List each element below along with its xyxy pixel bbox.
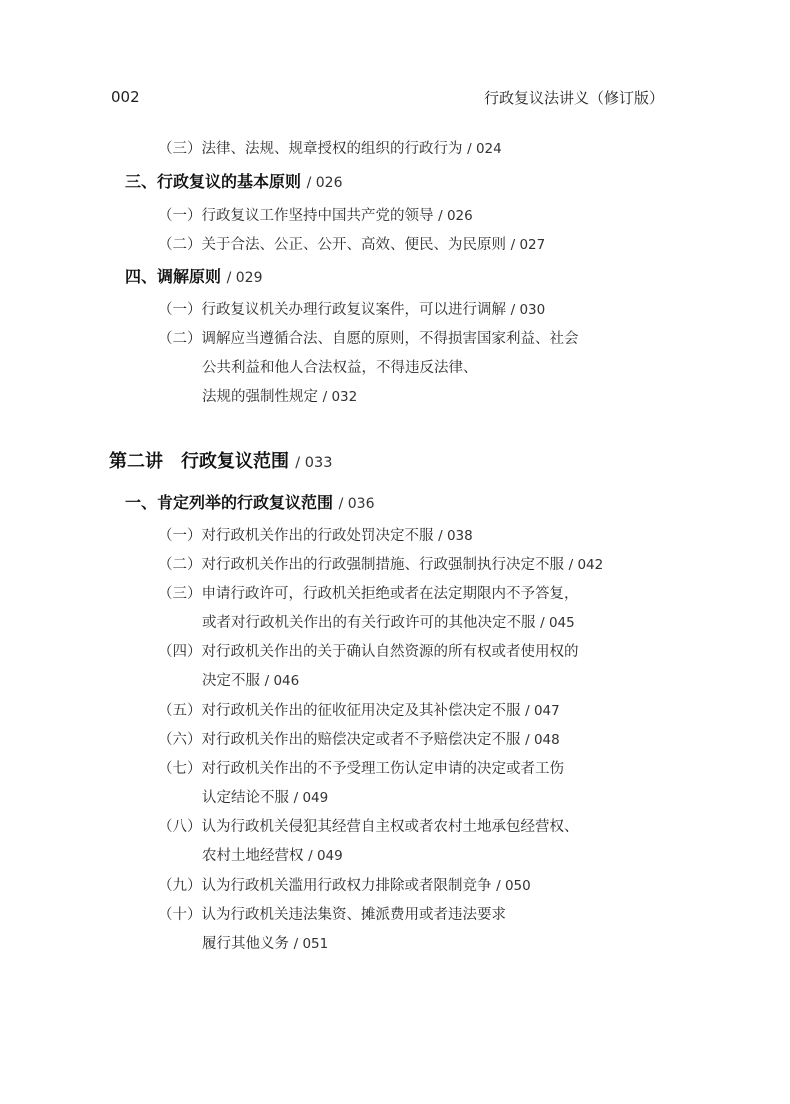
toc-section-text: 一、肯定列举的行政复议范围 bbox=[125, 493, 334, 512]
toc-entry-continuation bbox=[202, 844, 343, 865]
toc-page-ref: / 033 bbox=[295, 455, 333, 471]
toc-page-ref: / 048 bbox=[525, 732, 560, 748]
toc-entry-text: 决定不服 bbox=[202, 673, 260, 689]
toc-entry bbox=[158, 757, 564, 778]
toc-lecture-text: 第二讲 行政复议范围 bbox=[109, 451, 289, 472]
toc-page-ref: / 050 bbox=[496, 878, 531, 894]
toc-entry-continuation bbox=[202, 385, 357, 406]
toc-page-ref: / 024 bbox=[467, 141, 502, 157]
toc-entry-text: （二）对行政机关作出的行政强制措施、行政强制执行决定不服 bbox=[158, 557, 564, 573]
toc-entry-text: （九）认为行政机关滥用行政权力排除或者限制竞争 bbox=[158, 878, 492, 894]
toc-entry-text: （三）申请行政许可，行政机关拒绝或者在法定期限内不予答复， bbox=[158, 586, 579, 602]
toc-entry bbox=[158, 640, 579, 661]
toc-page-ref: / 026 bbox=[306, 175, 343, 191]
toc-page-ref: / 027 bbox=[510, 237, 546, 253]
toc-entry bbox=[158, 233, 545, 254]
toc-lecture-heading bbox=[109, 447, 332, 473]
toc-entry-continuation bbox=[202, 356, 478, 377]
toc-entry-text: （一）行政复议工作坚持中国共产党的领导 bbox=[158, 208, 434, 224]
toc-entry-text: （二）关于合法、公正、公开、高效、便民、为民原则 bbox=[158, 237, 506, 253]
toc-entry bbox=[158, 874, 531, 895]
toc-section-heading bbox=[125, 490, 374, 513]
toc-entry bbox=[158, 137, 502, 158]
toc-entry-text: （七）对行政机关作出的不予受理工伤认定申请的决定或者工伤 bbox=[158, 761, 564, 777]
toc-entry bbox=[158, 699, 560, 720]
toc-entry bbox=[158, 327, 579, 348]
toc-page-ref: / 042 bbox=[568, 557, 604, 573]
toc-page-ref: / 029 bbox=[226, 270, 263, 286]
toc-page-ref: / 036 bbox=[338, 496, 375, 512]
toc-entry-text: （一）对行政机关作出的行政处罚决定不服 bbox=[158, 528, 434, 544]
toc-entry-continuation bbox=[202, 932, 328, 953]
toc-entry bbox=[158, 582, 579, 603]
toc-entry bbox=[158, 204, 473, 225]
toc-entry-continuation bbox=[202, 669, 299, 690]
toc-page-ref: / 049 bbox=[308, 848, 343, 864]
toc-entry-text: 认定结论不服 bbox=[202, 790, 289, 806]
toc-entry-text: （六）对行政机关作出的赔偿决定或者不予赔偿决定不服 bbox=[158, 732, 521, 748]
toc-page-ref: / 051 bbox=[293, 936, 329, 952]
toc-entry-text: （四）对行政机关作出的关于确认自然资源的所有权或者使用权的 bbox=[158, 644, 579, 660]
toc-page-ref: / 045 bbox=[540, 615, 575, 631]
toc-entry bbox=[158, 524, 473, 545]
toc-section-text: 四、调解原则 bbox=[125, 267, 222, 286]
toc-page-ref: / 026 bbox=[438, 208, 473, 224]
toc-entry bbox=[158, 728, 560, 749]
toc-entry-text: （三）法律、法规、规章授权的组织的行政行为 bbox=[158, 141, 463, 157]
toc-entry-continuation bbox=[202, 786, 328, 807]
running-header-title: 行政复议法讲义（修订版） bbox=[483, 89, 664, 107]
page-number: 002 bbox=[111, 88, 140, 106]
toc-page-ref: / 032 bbox=[322, 389, 358, 405]
toc-section-text: 三、行政复议的基本原则 bbox=[125, 172, 302, 191]
toc-entry-text: （一）行政复议机关办理行政复议案件，可以进行调解 bbox=[158, 302, 506, 318]
toc-page-ref: / 038 bbox=[438, 528, 473, 544]
toc-page-ref: / 047 bbox=[525, 703, 560, 719]
toc-entry bbox=[158, 298, 545, 319]
toc-entry-text: （八）认为行政机关侵犯其经营自主权或者农村土地承包经营权、 bbox=[158, 819, 579, 835]
toc-page-ref: / 030 bbox=[510, 302, 546, 318]
toc-entry-text: 法规的强制性规定 bbox=[202, 389, 318, 405]
toc-entry-text: 或者对行政机关作出的有关行政许可的其他决定不服 bbox=[202, 615, 536, 631]
toc-entry bbox=[158, 815, 579, 836]
toc-section-heading bbox=[125, 169, 342, 192]
toc-page-ref: / 046 bbox=[264, 673, 300, 689]
toc-entry-text: （二）调解应当遵循合法、自愿的原则，不得损害国家利益、社会 bbox=[158, 331, 579, 347]
toc-entry-continuation bbox=[202, 611, 575, 632]
toc-entry-text: （十）认为行政机关违法集资、摊派费用或者违法要求 bbox=[158, 907, 506, 923]
toc-page-ref: / 049 bbox=[293, 790, 329, 806]
toc-entry-text: 公共利益和他人合法权益，不得违反法律、 bbox=[202, 360, 478, 376]
toc-entry-text: （五）对行政机关作出的征收征用决定及其补偿决定不服 bbox=[158, 703, 521, 719]
toc-entry bbox=[158, 553, 603, 574]
toc-entry bbox=[158, 903, 506, 924]
toc-entry-text: 履行其他义务 bbox=[202, 936, 289, 952]
toc-entry-text: 农村土地经营权 bbox=[202, 848, 304, 864]
toc-section-heading bbox=[125, 264, 262, 287]
